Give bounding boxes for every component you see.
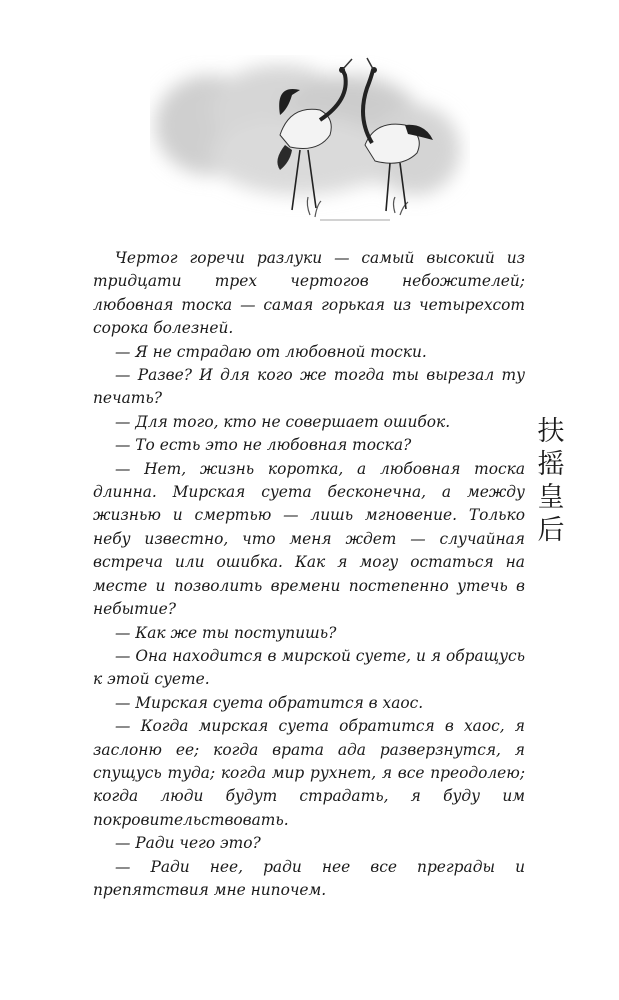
title-char: 扶 bbox=[537, 416, 565, 447]
title-char: 皇 bbox=[537, 482, 565, 513]
paragraph: — То есть это не любовная тоска? bbox=[115, 436, 412, 455]
paragraph: Чертог горечи разлуки — самый высокий из тридцати трех чертогов небожителей; любовная тоска — самая горькая из четырехсот сорока болезней. bbox=[93, 249, 525, 338]
grass bbox=[307, 197, 408, 220]
paragraph: — Разве? И для кого же тогда ты вырезал ту печать? bbox=[93, 366, 525, 408]
paragraph: — Для того, кто не совершает ошибок. bbox=[115, 412, 451, 431]
paragraph: — Ради нее, ради нее все преграды и препятствия мне нипочем. bbox=[93, 857, 525, 899]
paragraph: — Я не страдаю от любовной тоски. bbox=[115, 342, 427, 361]
paragraph: — Она находится в мирской суете, и я обращусь к этой суете. bbox=[93, 646, 525, 689]
paragraph: — Как же ты поступишь? bbox=[115, 623, 337, 642]
title-char: 摇 bbox=[537, 449, 565, 480]
paragraph: — Нет, жизнь коротка, а любовная тоска длинна. Мирская суета бесконечна, а между жизнью и смертью — лишь мгновение. Только небу известно, что меня ждет — случайная встреча или ошибка. Как я могу остаться на месте и позволить времени постепенно утечь в небытие? bbox=[93, 459, 525, 619]
title-char: 后 bbox=[537, 515, 565, 546]
paragraph: — Ради чего это? bbox=[115, 834, 261, 853]
paragraph: — Когда мирская суета обратится в хаос, я заслоню ее; когда врата ада разверзнутся, я спущусь туда; когда мир рухнет, я все преодолею; когда люди будут страдать, я буду им покровительствовать. bbox=[93, 717, 525, 829]
vertical-book-title bbox=[536, 415, 566, 547]
cranes-illustration bbox=[150, 55, 470, 235]
paragraph: — Мирская суета обратится в хаос. bbox=[115, 693, 424, 712]
story-text bbox=[93, 247, 525, 902]
